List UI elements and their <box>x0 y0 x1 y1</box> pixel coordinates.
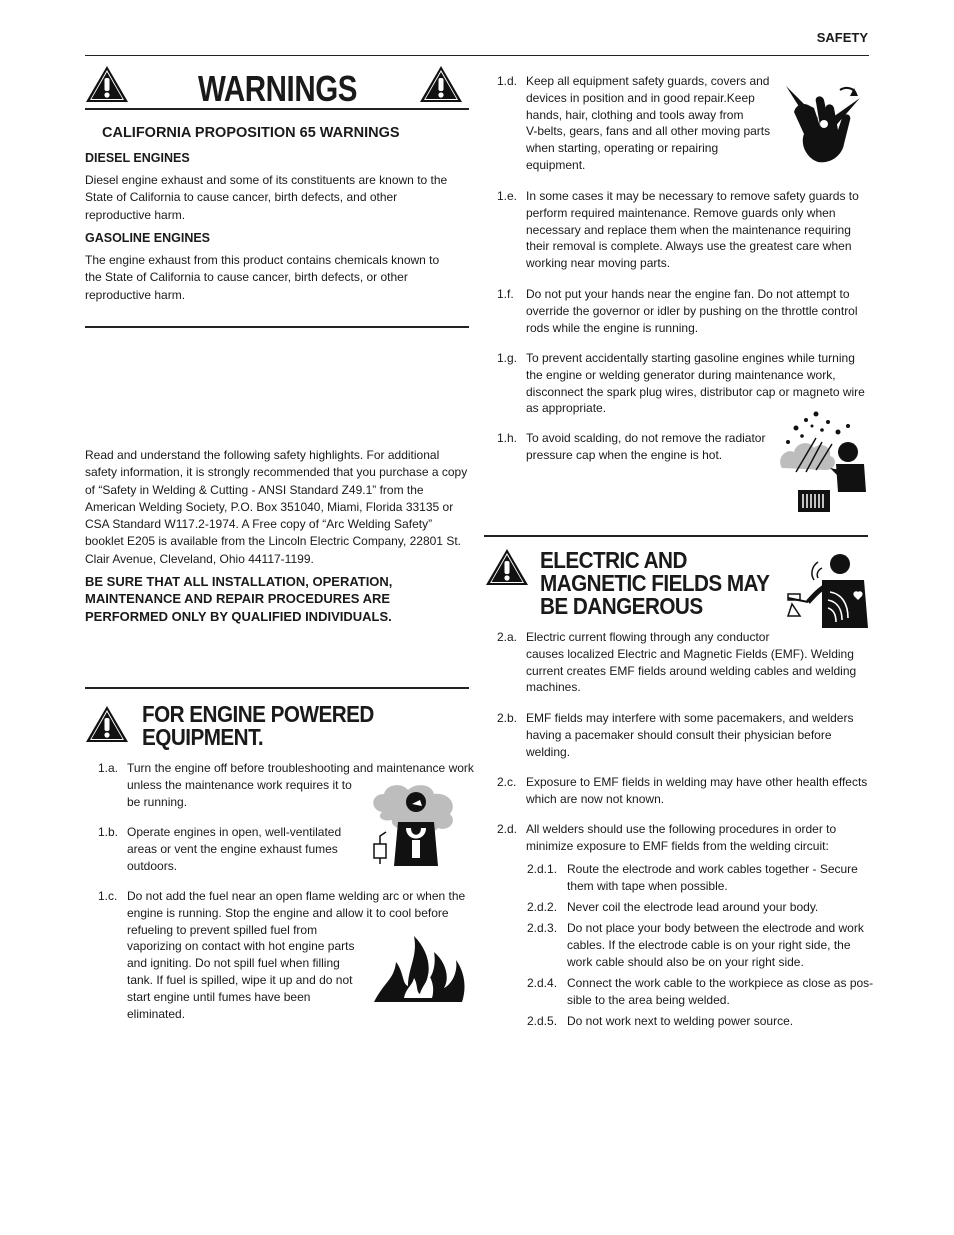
item-number: 2.a. <box>497 630 518 644</box>
item-line: hands, hair, clothing and tools away from <box>526 107 744 122</box>
item-number: 1.f. <box>497 287 514 301</box>
warning-triangle-icon <box>484 546 530 588</box>
item-line: Do not work next to welding power source. <box>567 1014 794 1028</box>
page-title: WARNINGS <box>198 68 358 109</box>
diesel-heading: DIESEL ENGINES <box>85 151 190 165</box>
item-number: 2.d.2. <box>527 900 558 914</box>
diesel-text: Diesel engine exhaust and some of its constituents are known to the State of California to cause cancer, birth defects, and other reproductive harm. <box>85 173 448 222</box>
item-line: In some cases it may be necessary to remove safety guards to <box>526 189 859 203</box>
gasoline-heading: GASOLINE ENGINES <box>85 231 211 245</box>
item-number: 1.g. <box>497 351 518 365</box>
item-text <box>526 430 765 464</box>
item-number: 1.d. <box>497 74 518 88</box>
item-line: which are now not known. <box>526 791 665 806</box>
prop65-heading: CALIFORNIA PROPOSITION 65 WARNINGS <box>102 125 400 141</box>
item-line: engine is running. Stop the engine and allow it to cool before <box>127 905 449 920</box>
hot-radiator-icon <box>776 408 868 514</box>
item-number: 2.d.5. <box>527 1014 558 1028</box>
header-rule <box>85 55 869 56</box>
emf-welder-icon <box>778 552 868 628</box>
item-text <box>567 861 858 895</box>
item-text <box>526 188 859 272</box>
item-number: 2.d.3. <box>527 921 558 935</box>
item-line: as appropriate. <box>526 401 607 416</box>
item-line: Do not put your hands near the engine fan. Do not attempt to <box>526 287 850 301</box>
item-text <box>567 1013 793 1030</box>
section-rule <box>85 108 469 110</box>
item-line: necessary and replace them when the maintenance requiring <box>526 222 851 237</box>
item-line: be running. <box>127 794 188 809</box>
item-line: unless the maintenance work requires it to <box>127 777 352 792</box>
item-text <box>526 629 856 696</box>
section-rule <box>484 535 868 537</box>
item-number: 2.d.4. <box>527 976 558 990</box>
item-line: minimize exposure to EMF fields from the welding circuit: <box>526 838 829 853</box>
item-text <box>127 824 341 874</box>
item-line: areas or vent the engine exhaust fumes <box>127 841 338 856</box>
item-line: when starting, operating or repairing <box>526 141 719 156</box>
emf-section-title: ELECTRIC AND MAGNETIC FIELDS MAY BE DANGEROUS <box>540 547 770 619</box>
qualified-notice: BE SURE THAT ALL INSTALLATION, OPERATION, MAINTENANCE AND REPAIR PROCEDURES ARE PERFORMED ONLY BY QUALIFIED INDIVIDUALS. <box>85 574 393 624</box>
item-line: Never coil the electrode lead around your body. <box>567 900 819 914</box>
item-line: working near moving parts. <box>526 256 671 271</box>
item-number: 1.a. <box>98 761 119 775</box>
item-line: Exposure to EMF fields in welding may have other health effects <box>526 775 868 789</box>
item-text <box>526 73 770 174</box>
warning-triangle-icon <box>84 63 130 105</box>
warning-triangle-icon <box>84 703 130 745</box>
item-number: 2.d.1. <box>527 862 558 876</box>
item-number: 1.b. <box>98 825 119 839</box>
moving-parts-hand-icon <box>780 78 866 168</box>
item-text <box>526 286 858 336</box>
item-number: 2.d. <box>497 822 518 836</box>
item-line: All welders should use the following procedures in order to <box>526 822 837 836</box>
item-number: 2.b. <box>497 711 518 725</box>
item-line: cables. If the electrode cable is on your right side, the <box>567 937 851 952</box>
item-line: To prevent accidentally starting gasoline engines while turning <box>526 351 855 365</box>
engine-section-title: FOR ENGINE POWERED EQUIPMENT. <box>142 701 374 750</box>
item-line: their removal is complete. Always use the greatest care when <box>526 239 852 254</box>
item-text <box>567 975 873 1009</box>
item-line: Connect the work cable to the workpiece as close as pos- <box>567 976 874 990</box>
item-line: Route the electrode and work cables together - Secure <box>567 862 858 876</box>
item-line: rods while the engine is running. <box>526 320 699 335</box>
warning-triangle-icon <box>418 63 464 105</box>
item-line: Do not place your body between the electrode and work <box>567 921 864 935</box>
item-line: and igniting. Do not spill fuel when filling <box>127 956 340 971</box>
item-line: sible to the area being welded. <box>567 992 730 1007</box>
item-line: Operate engines in open, well-ventilated <box>127 825 342 839</box>
item-line: welding. <box>526 744 571 759</box>
item-line: tank. If fuel is spilled, wipe it up and do not <box>127 972 353 987</box>
item-line: machines. <box>526 680 581 695</box>
fire-flames-icon <box>374 932 466 1002</box>
item-number: 1.e. <box>497 189 518 203</box>
section-rule <box>85 326 469 328</box>
item-line: Do not add the fuel near an open flame welding arc or when the <box>127 889 466 903</box>
item-line: equipment. <box>526 157 586 172</box>
item-line: current creates EMF fields around welding cables and welding <box>526 663 857 678</box>
item-line: perform required maintenance. Remove guards only when <box>526 205 836 220</box>
gasoline-text: The engine exhaust from this product contains chemicals known to the State of California to cause cancer, birth defects, or other reproductive harm. <box>85 253 440 302</box>
item-line: Keep all equipment safety guards, covers and <box>526 74 770 88</box>
item-text <box>526 774 867 808</box>
item-line: devices in position and in good repair.Keep <box>526 90 755 105</box>
item-line: To avoid scalding, do not remove the radiator <box>526 431 766 445</box>
item-line: having a pacemaker should consult their physician before <box>526 727 832 742</box>
item-text <box>567 920 864 970</box>
item-line: Electric current flowing through any conductor <box>526 630 770 644</box>
exhaust-fumes-icon <box>366 782 462 866</box>
item-line: V-belts, gears, fans and all other moving parts <box>526 124 771 139</box>
item-line: outdoors. <box>127 858 178 873</box>
item-text <box>567 899 818 916</box>
item-line: eliminated. <box>127 1006 186 1021</box>
item-number: 1.h. <box>497 431 518 445</box>
item-line: start engine until fumes have been <box>127 989 311 1004</box>
section-rule <box>85 687 469 689</box>
intro-text: Read and understand the following safety highlights. For additional safety information, it is strongly recommended that you purchase a copy of “Safety in Welding & Cutting - ANSI Standard Z49.1” from the American Welding Society, P.O. Box 351040, Miami, Florida 33135 or CSA Standard W117.2-1974. A Free copy of “Arc Welding Safety” booklet E205 is available from the Lincoln Electric Company, 22801 St. Clair Avenue, Cleveland, Ohio 44117-1199. <box>85 448 468 566</box>
item-line: vaporizing on contact with hot engine parts <box>127 939 355 954</box>
item-line: EMF fields may interfere with some pacemakers, and welders <box>526 711 854 725</box>
item-line: override the governor or idler by pushing on the throttle control <box>526 303 858 318</box>
item-text <box>526 821 836 855</box>
item-line: causes localized Electric and Magnetic Fields (EMF). Welding <box>526 646 854 661</box>
item-line: the engine or welding generator during maintenance work, <box>526 367 836 382</box>
item-line: Turn the engine off before troubleshooting and maintenance work <box>127 761 474 775</box>
item-line: refueling to prevent spilled fuel from <box>127 922 318 937</box>
section-label: SAFETY <box>816 30 868 45</box>
item-line: pressure cap when the engine is hot. <box>526 447 723 462</box>
item-line: disconnect the spark plug wires, distributor cap or magneto wire <box>526 384 865 399</box>
item-line: them with tape when possible. <box>567 878 728 893</box>
item-line: work cable should also be on your right side. <box>567 954 804 969</box>
item-number: 2.c. <box>497 775 517 789</box>
item-text <box>526 710 853 760</box>
item-number: 1.c. <box>98 889 118 903</box>
